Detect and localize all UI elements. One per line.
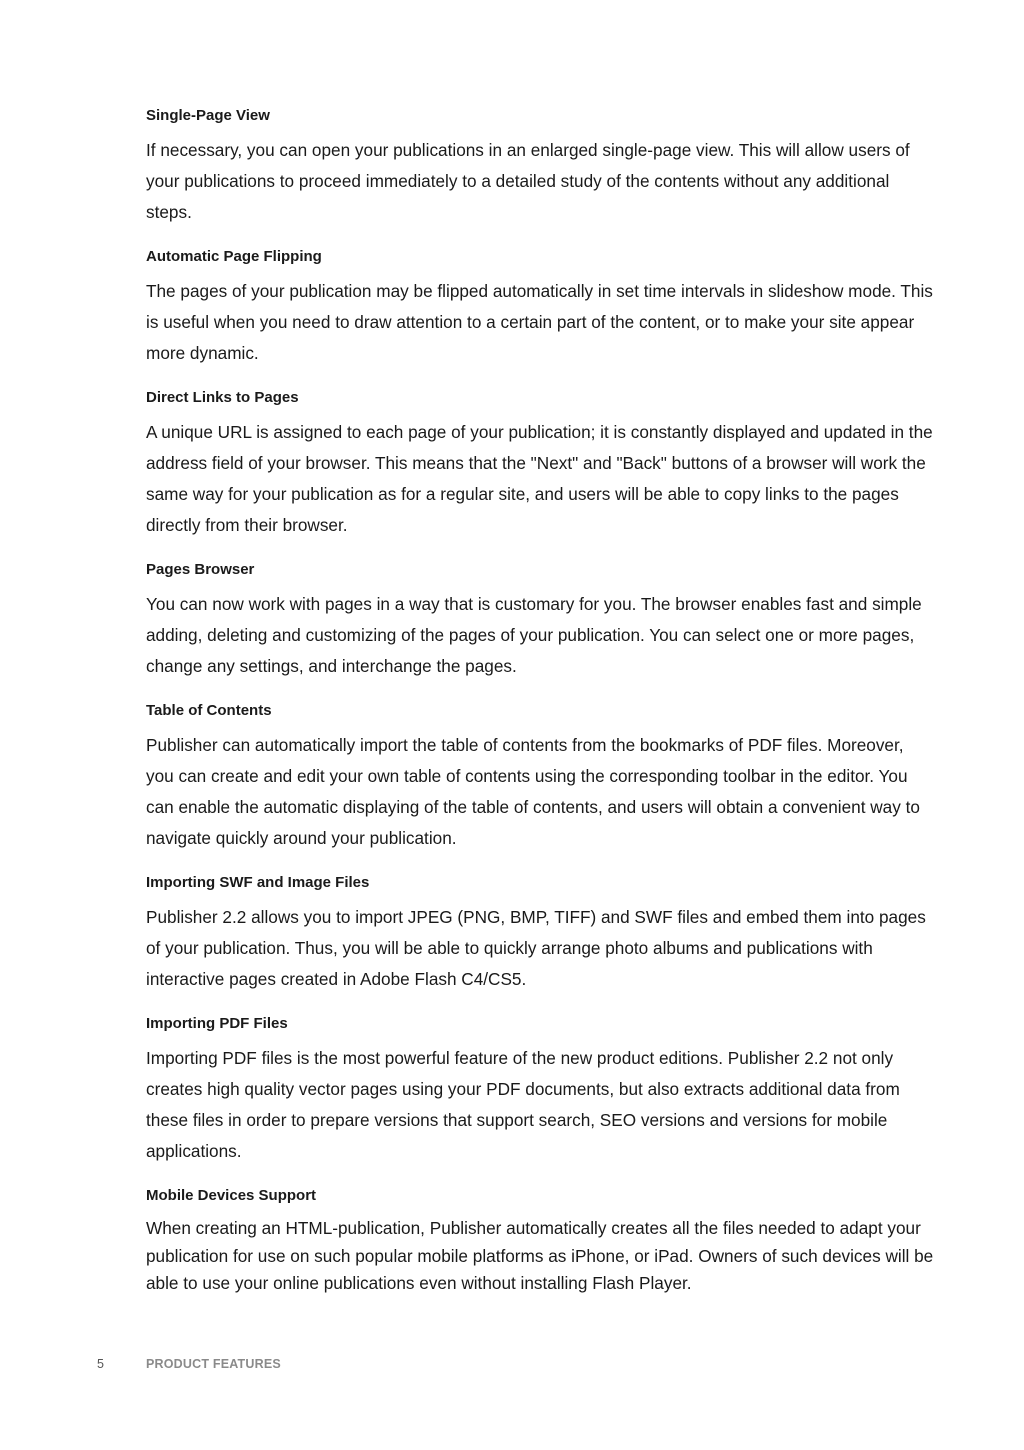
- section-heading: Importing SWF and Image Files: [146, 874, 370, 891]
- section-body: Publisher 2.2 allows you to import JPEG (PNG, BMP, TIFF) and SWF files and embed them into pages of your publication. Thus, you will be able to quickly arrange photo albums and publications with interactive pages created in Adobe Flash C4/CS5.: [146, 907, 926, 989]
- section-body: Importing PDF files is the most powerful feature of the new product editions. Publisher 2.2 not only creates high quality vector pages using your PDF documents, but also extracts additional data from these files in order to prepare versions that support search, SEO versions and versions for mobile applications.: [146, 1048, 900, 1161]
- section-heading: Mobile Devices Support: [146, 1187, 317, 1204]
- section-mobile-devices-support: [146, 1184, 936, 1298]
- section-body: If necessary, you can open your publications in an enlarged single-page view. This will allow users of your publications to proceed immediately to a detailed study of the contents without any additional steps.: [146, 140, 910, 222]
- section-heading: Importing PDF Files: [146, 1015, 288, 1032]
- section-importing-pdf-files: [146, 1012, 936, 1167]
- section-heading: Automatic Page Flipping: [146, 248, 322, 265]
- section-automatic-page-flipping: [146, 245, 936, 369]
- section-single-page-view: [146, 104, 936, 228]
- section-direct-links-to-pages: [146, 386, 936, 541]
- section-heading: Pages Browser: [146, 561, 255, 578]
- section-body: A unique URL is assigned to each page of your publication; it is constantly displayed and updated in the address field of your browser. This means that the "Next" and "Back" buttons of a browser will work the same way for your publication as for a regular site, and users will be able to copy links to the pages directly from their browser.: [146, 422, 933, 535]
- section-table-of-contents: [146, 699, 936, 854]
- section-body: When creating an HTML-publication, Publisher automatically creates all the files needed to adapt your publication for use on such popular mobile platforms as iPhone, or iPad. Owners of such devices will be able to use your online publications even without installing Flash Player.: [146, 1218, 934, 1293]
- section-body: Publisher can automatically import the table of contents from the bookmarks of PDF files. Moreover, you can create and edit your own table of contents using the corresponding toolbar in the editor. You can enable the automatic displaying of the table of contents, and users will obtain a convenient way to navigate quickly around your publication.: [146, 735, 920, 848]
- section-heading: Table of Contents: [146, 702, 272, 719]
- section-heading: Single-Page View: [146, 107, 270, 124]
- section-body: The pages of your publication may be flipped automatically in set time intervals in slideshow mode. This is useful when you need to draw attention to a certain part of the content, or to make your site appear more dynamic.: [146, 281, 933, 363]
- section-pages-browser: [146, 558, 936, 682]
- document-page: [146, 104, 936, 1315]
- footer-section-label: PRODUCT FEATURES: [146, 1357, 281, 1371]
- section-importing-swf-and-image-files: [146, 871, 936, 995]
- section-heading: Direct Links to Pages: [146, 389, 299, 406]
- page-number: 5: [97, 1357, 104, 1371]
- section-body: You can now work with pages in a way that is customary for you. The browser enables fast and simple adding, deleting and customizing of the pages of your publication. You can select one or more pages, change any settings, and interchange the pages.: [146, 594, 922, 676]
- page-footer: [0, 1357, 1024, 1377]
